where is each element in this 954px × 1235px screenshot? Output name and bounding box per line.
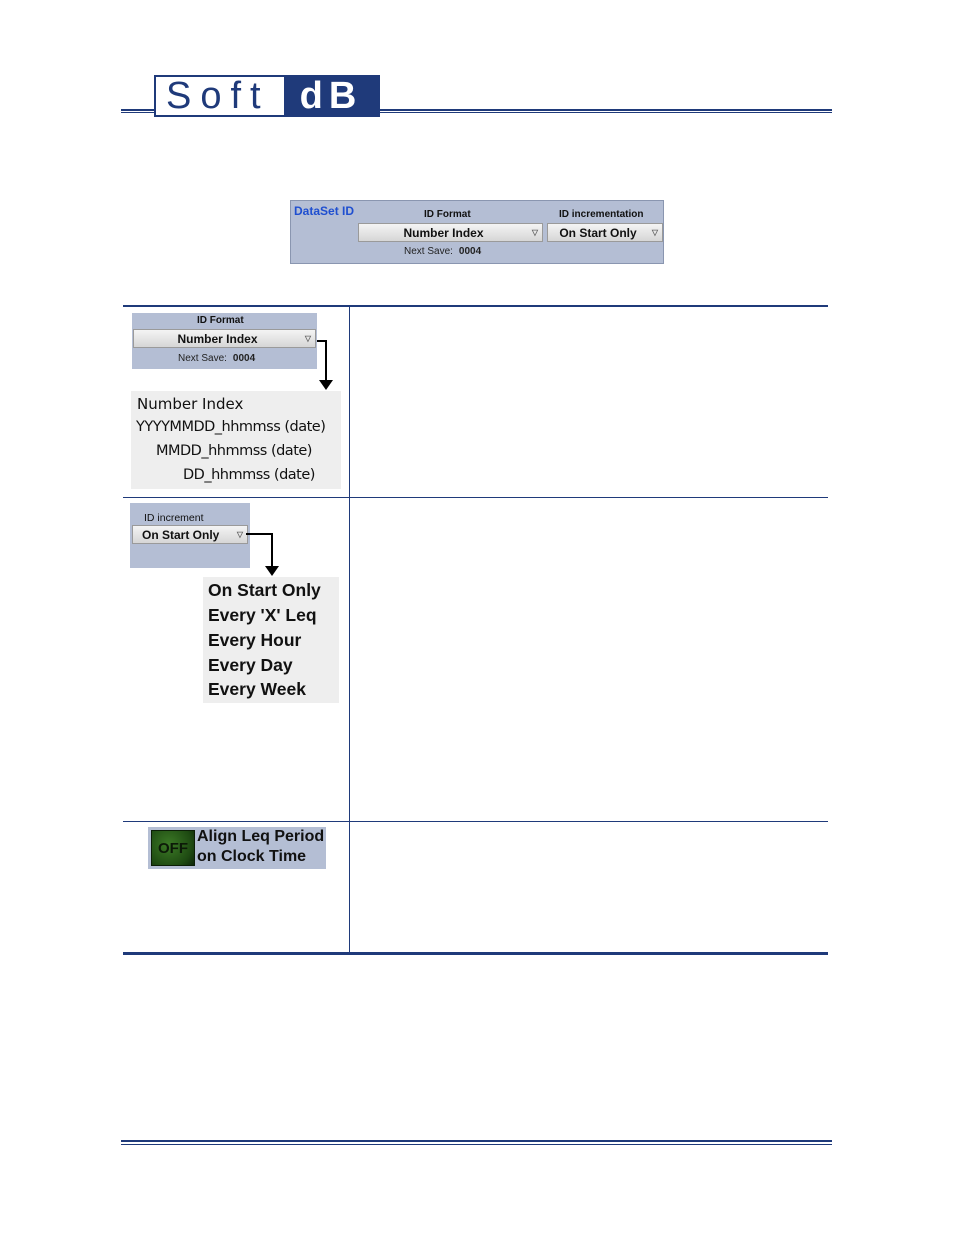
arrow-head-icon [319,380,333,390]
arrow-connector [246,533,273,535]
id-format-value: Number Index [403,225,484,240]
footer-rule [121,1140,832,1142]
table-column-divider [349,307,350,952]
table-bottom-rule [123,952,828,955]
softdb-logo [154,75,380,117]
footer-rule-thin [121,1144,832,1145]
table-row-divider [123,821,828,822]
list-item[interactable]: DD_hhmmss (date) [183,467,315,483]
list-item[interactable]: On Start Only [208,580,321,600]
id-format-options-list [131,391,341,489]
chevron-down-icon: ▽ [236,530,244,539]
id-increment-select[interactable] [547,223,663,242]
id-format-label: ID Format [424,209,471,220]
list-item[interactable]: Every 'X' Leq [208,605,317,625]
align-leq-label-line2: on Clock Time [197,848,307,865]
dataset-id-title: DataSet ID [294,204,355,218]
table-row-divider [123,497,828,498]
next-save-value: 0004 [458,246,482,257]
arrow-connector [271,533,273,567]
list-item[interactable]: YYYYMMDD_hhmmss (date) [136,419,326,435]
next-save [404,246,481,257]
id-increment-panel [130,503,250,568]
dataset-id-panel [290,200,664,264]
id-format-select[interactable] [133,329,316,348]
align-leq-label-line1: Align Leq Period [197,828,325,845]
chevron-down-icon: ▽ [651,228,659,237]
list-item[interactable]: Every Week [208,679,306,699]
list-item[interactable]: MMDD_hhmmss (date) [156,443,312,459]
id-increment-options-list [203,577,339,703]
align-leq-toggle[interactable] [151,830,195,866]
logo-soft-text: Soft [156,77,284,115]
next-save-label: Next Save: [178,353,227,364]
arrow-connector [325,340,327,381]
id-format-label: ID Format [197,315,244,326]
list-item[interactable]: Every Day [208,655,293,675]
id-increment-value: On Start Only [142,527,220,542]
id-format-value: Number Index [177,331,258,346]
align-leq-panel [148,827,326,869]
toggle-state: OFF [158,839,188,857]
id-format-select[interactable] [358,223,543,242]
list-item[interactable]: Every Hour [208,630,302,650]
id-increment-label: ID increment [144,512,204,524]
id-increment-value: On Start Only [559,225,637,240]
table-top-rule [123,305,828,307]
next-save-value: 0004 [232,353,256,364]
next-save-label: Next Save: [404,246,453,257]
id-increment-select[interactable] [132,525,248,544]
id-increment-label: ID incrementation [559,209,644,220]
chevron-down-icon: ▽ [531,228,539,237]
chevron-down-icon: ▽ [304,334,312,343]
logo-db-text: dB [284,77,378,115]
list-item[interactable]: Number Index [137,395,244,413]
arrow-head-icon [265,566,279,576]
id-format-panel [132,313,317,369]
next-save [178,353,255,364]
